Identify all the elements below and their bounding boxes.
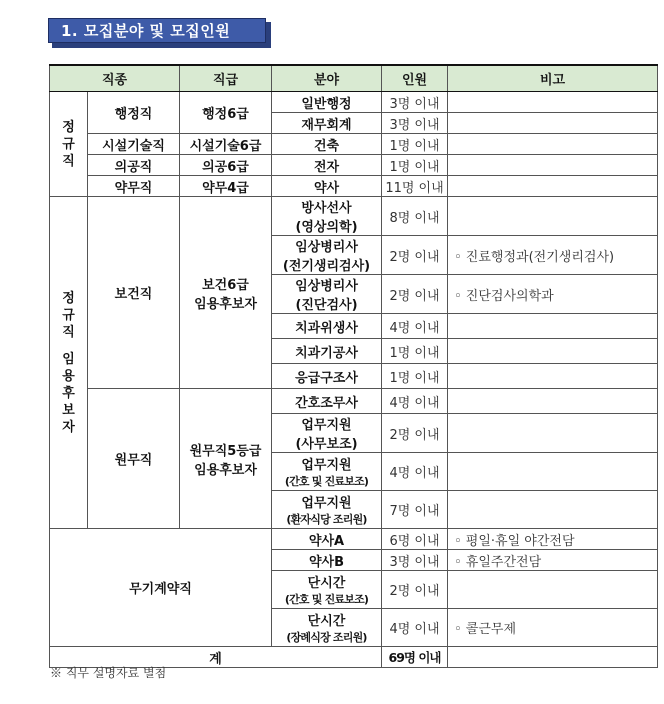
note-cell <box>448 113 658 134</box>
note-cell <box>448 155 658 176</box>
grade-line2: 임용후보자 <box>194 462 257 478</box>
field-line2: (장례식장 조리원) <box>286 631 367 644</box>
table-row <box>50 529 658 550</box>
field-line1: 임상병리사 <box>295 279 358 294</box>
table-row <box>50 155 658 176</box>
note-cell: ◦ 휴일주간전담 <box>448 550 658 571</box>
grade-cell <box>180 197 272 389</box>
count-cell: 4명 이내 <box>382 453 448 491</box>
count-cell: 7명 이내 <box>382 491 448 529</box>
note-cell <box>448 364 658 389</box>
vertical-char: 직 <box>62 324 75 340</box>
field-line1: 방사선사 <box>301 201 352 216</box>
vertical-char: 후 <box>62 385 75 401</box>
vertical-char: 정 <box>62 119 75 135</box>
vertical-char: 정 <box>62 290 75 306</box>
note-cell <box>448 339 658 364</box>
count-cell: 4명 이내 <box>382 314 448 339</box>
job-cell: 약무직 <box>88 176 180 197</box>
job-cell: 시설기술직 <box>88 134 180 155</box>
note-cell <box>448 414 658 453</box>
grade-line2: 임용후보자 <box>194 296 257 312</box>
field-line2: (사무보조) <box>295 437 358 452</box>
section-title-text: 1. 모집분야 및 모집인원 <box>48 18 266 43</box>
job-cell: 원무직 <box>88 389 180 529</box>
note-cell <box>448 314 658 339</box>
grade-cell: 시설기술6급 <box>180 134 272 155</box>
group-regular <box>50 92 88 197</box>
field-cell <box>272 414 382 453</box>
count-cell: 1명 이내 <box>382 155 448 176</box>
header-row <box>50 65 658 92</box>
field-cell: 일반행정 <box>272 92 382 113</box>
field-cell: 건축 <box>272 134 382 155</box>
field-cell <box>272 571 382 609</box>
group-candidate <box>50 197 88 529</box>
total-label: 계 <box>50 647 382 668</box>
note-cell: ◦ 콜근무제 <box>448 609 658 647</box>
field-cell: 치과위생사 <box>272 314 382 339</box>
note-cell: ◦ 진단검사의학과 <box>448 275 658 314</box>
vertical-char: 규 <box>62 307 75 323</box>
count-cell: 8명 이내 <box>382 197 448 236</box>
field-cell <box>272 609 382 647</box>
note-cell <box>448 92 658 113</box>
header-note: 비고 <box>448 65 658 92</box>
count-cell: 2명 이내 <box>382 571 448 609</box>
job-cell: 행정직 <box>88 92 180 134</box>
field-cell: 응급구조사 <box>272 364 382 389</box>
vertical-char: 직 <box>62 153 75 169</box>
field-line1: 업무지원 <box>301 496 352 511</box>
grade-line1: 보건6급 <box>202 277 249 293</box>
table-row <box>50 92 658 113</box>
field-cell: 재무회계 <box>272 113 382 134</box>
grade-cell: 약무4급 <box>180 176 272 197</box>
group-candidate-label <box>50 290 87 436</box>
field-line1: 업무지원 <box>301 418 352 433</box>
count-cell: 4명 이내 <box>382 609 448 647</box>
field-cell <box>272 453 382 491</box>
note-cell <box>448 197 658 236</box>
field-cell <box>272 275 382 314</box>
table-row <box>50 134 658 155</box>
note-cell <box>448 453 658 491</box>
note-cell <box>448 491 658 529</box>
field-line1: 업무지원 <box>301 458 352 473</box>
total-count: 69명 이내 <box>382 647 448 668</box>
field-line1: 임상병리사 <box>295 240 358 255</box>
field-line1: 단시간 <box>307 614 346 629</box>
grade-cell: 의공6급 <box>180 155 272 176</box>
field-line2: (영상의학) <box>295 220 358 235</box>
job-cell: 보건직 <box>88 197 180 389</box>
count-cell: 3명 이내 <box>382 92 448 113</box>
vertical-char <box>50 341 87 351</box>
note-cell <box>448 176 658 197</box>
count-cell: 3명 이내 <box>382 550 448 571</box>
note-cell <box>448 571 658 609</box>
field-line2: (간호 및 진료보조) <box>284 475 369 488</box>
section-title <box>48 18 271 46</box>
header-count: 인원 <box>382 65 448 92</box>
vertical-char: 임 <box>62 351 75 367</box>
group-regular-label <box>50 119 87 170</box>
count-cell: 3명 이내 <box>382 113 448 134</box>
count-cell: 1명 이내 <box>382 339 448 364</box>
table-row <box>50 389 658 414</box>
job-cell: 의공직 <box>88 155 180 176</box>
note-cell <box>448 389 658 414</box>
count-cell: 4명 이내 <box>382 389 448 414</box>
field-cell: 간호조무사 <box>272 389 382 414</box>
footnote: ※ 직무 설명자료 별첨 <box>50 666 167 680</box>
table-row <box>50 197 658 236</box>
count-cell: 1명 이내 <box>382 134 448 155</box>
count-cell: 2명 이내 <box>382 414 448 453</box>
count-cell: 2명 이내 <box>382 275 448 314</box>
field-cell <box>272 236 382 275</box>
field-line2: (진단검사) <box>295 298 358 313</box>
table-row <box>50 176 658 197</box>
count-cell: 11명 이내 <box>382 176 448 197</box>
field-cell: 치과기공사 <box>272 339 382 364</box>
count-cell: 1명 이내 <box>382 364 448 389</box>
field-line2: (환자식당 조리원) <box>286 513 367 526</box>
vertical-char: 규 <box>62 136 75 152</box>
field-cell: 전자 <box>272 155 382 176</box>
header-field: 분야 <box>272 65 382 92</box>
vertical-char: 보 <box>62 402 75 418</box>
vertical-char: 자 <box>62 419 75 435</box>
grade-cell <box>180 389 272 529</box>
note-cell: ◦ 진료행정과(전기생리검사) <box>448 236 658 275</box>
job-cell: 무기계약직 <box>50 529 272 647</box>
field-cell: 약사A <box>272 529 382 550</box>
field-cell: 약사B <box>272 550 382 571</box>
count-cell: 2명 이내 <box>382 236 448 275</box>
grade-cell: 행정6급 <box>180 92 272 134</box>
recruit-table <box>49 64 658 668</box>
grade-line1: 원무직5등급 <box>189 443 262 459</box>
count-cell: 6명 이내 <box>382 529 448 550</box>
note-cell: ◦ 평일·휴일 야간전담 <box>448 529 658 550</box>
field-line1: 단시간 <box>307 576 346 591</box>
note-cell <box>448 134 658 155</box>
field-cell: 약사 <box>272 176 382 197</box>
total-note <box>448 647 658 668</box>
field-line2: (전기생리검사) <box>282 259 371 274</box>
vertical-char: 용 <box>62 368 75 384</box>
field-cell <box>272 491 382 529</box>
header-grade: 직급 <box>180 65 272 92</box>
field-line2: (간호 및 진료보조) <box>284 593 369 606</box>
header-job: 직종 <box>50 65 180 92</box>
field-cell <box>272 197 382 236</box>
